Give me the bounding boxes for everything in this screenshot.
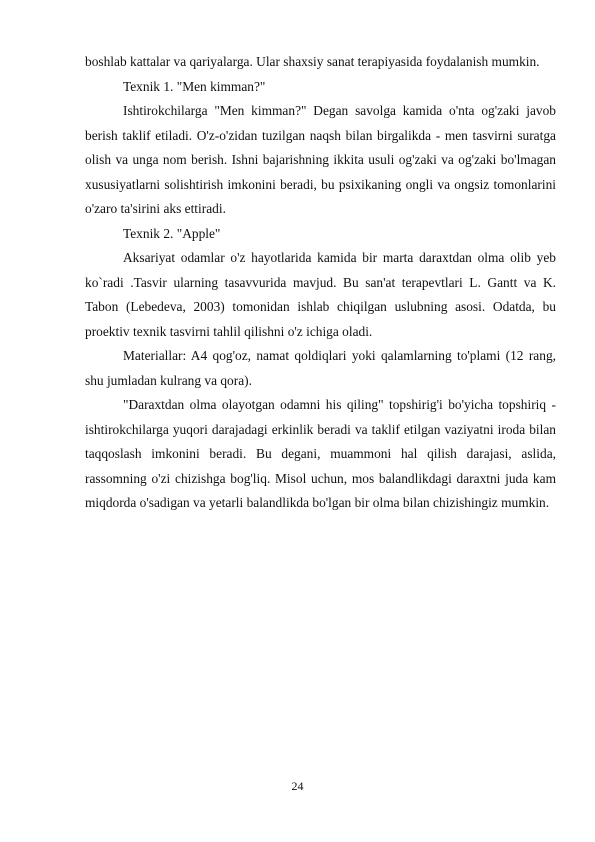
technique-2-description: Aksariyat odamlar o'z hayotlarida kamida bir marta daraxtdan olma olib yeb ko`radi .Tasvir ularning tasavvurida mavjud. Bu san'at terapevtlari L. Gantt va K. Tabon (Lebedeva, 2003) tomonidan ishlab chiqilgan uslubning asosi. Odatda, bu proektiv texnik tasvirni tahlil qilishni o'z ichiga oladi. (85, 250, 556, 339)
document-body (85, 50, 556, 516)
technique-1-heading: Texnik 1. "Men kimman?" (123, 78, 266, 94)
technique-2-heading: Texnik 2. "Apple" (123, 225, 221, 241)
materials-paragraph: Materiallar: A4 qog'oz, namat qoldiqlari yoki qalamlarning to'plami (12 rang, shu jumladan kulrang va qora). (85, 348, 556, 388)
technique-1-description: Ishtirokchilarga "Men kimman?" Degan savolga kamida o'nta og'zaki javob berish taklif etiladi. O'z-o'zidan tuzilgan naqsh bilan birgalikda - men tasvirni suratga olish va unga nom berish. Ishni bajarishning ikkita usuli og'zaki va og'zaki bo'lmagan xususiyatlarni solishtirish imkonini beradi, bu psixikaning ongli va ongsiz tomonlarini o'zaro ta'sirini aks ettiradi. (85, 103, 556, 216)
page-number: 24 (291, 779, 304, 793)
paragraph-continuation: boshlab kattalar va qariyalarga. Ular shaxsiy sanat terapiyasida foydalanish mumkin. (85, 54, 540, 69)
task-paragraph: "Daraxtdan olma olayotgan odamni his qiling" topshirig'i bo'yicha topshiriq - ishtirokchilarga yuqori darajadagi erkinlik beradi va taklif etilgan vaziyatni iroda bilan taqqoslash imkonini beradi. Bu degani, muammoni hal qilish darajasi, aslida, rassomning o'zi chizishga bog'liq. Misol uchun, mos balandlikdagi daraxtni juda kam miqdorda o'sadigan va yetarli balandlikda bo'lgan bir olma bilan chizishingiz mumkin. (85, 397, 556, 510)
